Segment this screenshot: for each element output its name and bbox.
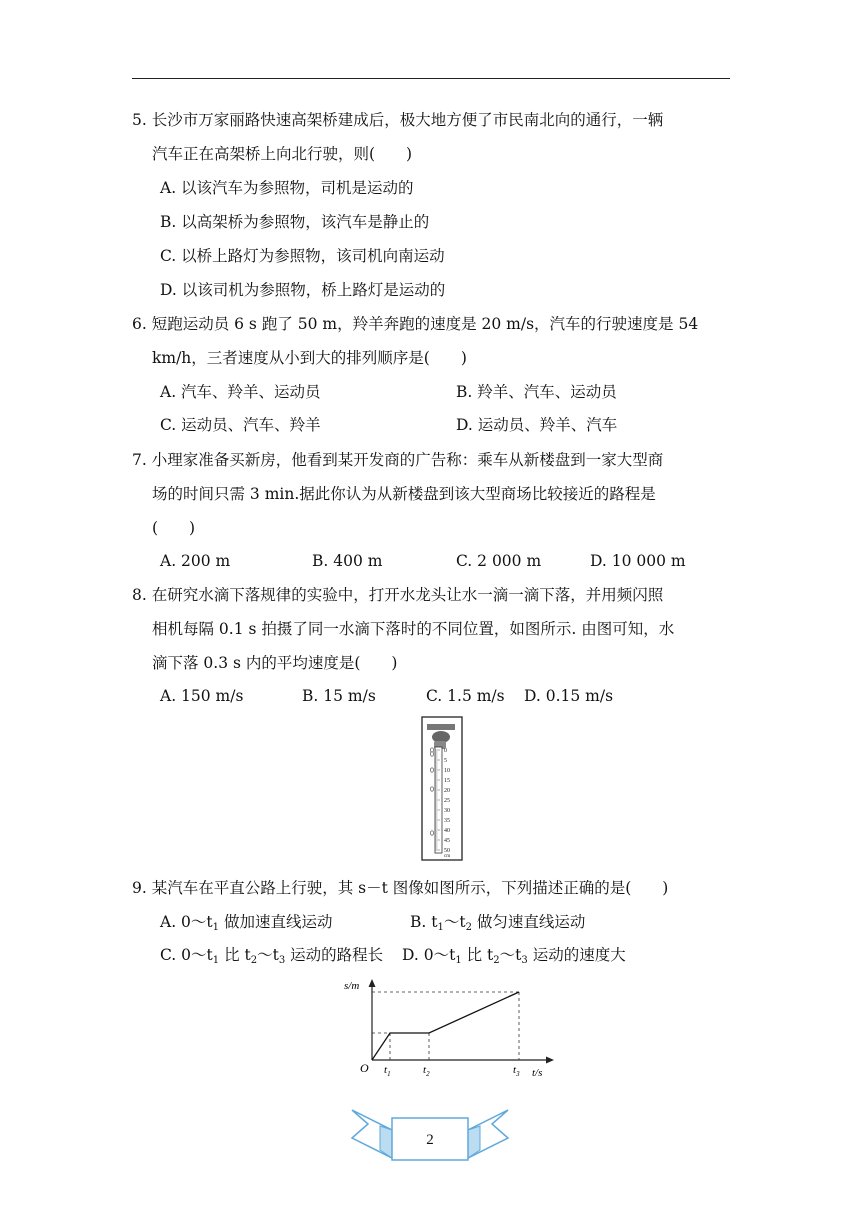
q9-option-b: B. $t_1\sim t_2$ 做匀速直线运动 [410,913,586,933]
q9-option-c: C. $0\sim t_1$ 比 $t_2\sim t_3$ 运动的路程长 [160,946,384,966]
q5-stem-line1: 5. 长沙市万家丽路快速高架桥建成后，极大地方便了市民南北向的通行，一辆 [132,111,664,129]
q8-stem-line3: 滴下落 0.3 s 内的平均速度是( ) [152,654,398,672]
ruler-tick-label: 5 [444,758,447,764]
q6-option-d: D. 运动员、羚羊、汽车 [456,416,618,434]
q7-stem-line1: 7. 小理家准备买新房，他看到某开发商的广告称：乘车从新楼盘到一家大型商 [132,451,664,469]
q8-option-a: A. 150 m/s [160,687,244,705]
water-drop-ruler-figure [418,716,466,862]
st-curve [372,992,519,1060]
q5-option-b: B. 以高架桥为参照物，该汽车是静止的 [160,213,430,231]
st-graph [338,972,558,1084]
water-drop [430,831,433,835]
st-t1-label: $t_1$ [384,1064,391,1078]
q9-option-d: D. $0\sim t_1$ 比 $t_2\sim t_3$ 运动的速度大 [402,946,626,966]
q6-option-b: B. 羚羊、汽车、运动员 [456,383,617,401]
ruler-tick-label: 0 [444,748,447,754]
q6-option-c: C. 运动员、汽车、羚羊 [160,416,321,434]
q9-stem: 9. 某汽车在平直公路上行驶，其 s－t 图像如图所示，下列描述正确的是( ) [132,879,669,897]
q7-option-a: A. 200 m [160,552,231,570]
q5-stem-line2: 汽车正在高架桥上向北行驶，则( ) [152,145,413,163]
q9-option-a: A. $0\sim t_1$ 做加速直线运动 [160,913,333,933]
ruler-tick-label: 30 [444,808,450,814]
ruler-tick-label: 35 [444,818,450,824]
header-rule [132,78,730,79]
q6-stem-line2: km/h，三者速度从小到大的排列顺序是( ) [152,349,467,367]
water-drop [430,768,433,772]
q7-option-c: C. 2 000 m [456,552,542,570]
st-origin: O [360,1061,369,1075]
water-drop [430,787,433,791]
page-number-ribbon [350,1104,510,1168]
ruler-tick-label: 15 [444,778,450,784]
water-drop [430,752,433,756]
ruler-tick-label: 10 [444,768,450,774]
q8-stem-line2: 相机每隔 0.1 s 拍摄了同一水滴下落时的不同位置，如图所示. 由图可知，水 [152,620,675,638]
s-axis-arrow [369,979,376,987]
q5-option-d: D. 以该司机为参照物，桥上路灯是运动的 [160,281,446,299]
ruler-tick-label: 40 [444,828,450,834]
q5-option-a: A. 以该汽车为参照物，司机是运动的 [160,179,414,197]
q8-option-c: C. 1.5 m/s [426,687,505,705]
faucet-pipe [427,724,455,730]
q7-stem-line3: ( ) [152,519,196,537]
page-number: 2 [426,1132,434,1148]
q8-option-b: B. 15 m/s [302,687,376,705]
ruler-tick-label: 50 [444,848,450,854]
st-t2-label: $t_2$ [423,1064,430,1078]
st-xlabel: t/s [532,1067,543,1079]
ruler-tick-label: 20 [444,788,450,794]
q7-option-d: D. 10 000 m [590,552,686,570]
ruler-tick-label: 45 [444,838,450,844]
ruler-tick-label: 25 [444,798,450,804]
st-ylabel: s/m [344,980,360,992]
q6-stem-line1: 6. 短跑运动员 6 s 跑了 50 m，羚羊奔跑的速度是 20 m/s，汽车的行驶速度是 54 [132,315,699,333]
q7-option-b: B. 400 m [312,552,383,570]
st-t3-label: $t_3$ [513,1064,520,1078]
q8-stem-line1: 8. 在研究水滴下落规律的实验中，打开水龙头让水一滴一滴下落，并用频闪照 [132,586,664,604]
q7-stem-line2: 场的时间只需 3 min.据此你认为从新楼盘到该大型商场比较接近的路程是 [152,485,656,503]
t-axis-arrow [546,1057,554,1064]
q8-option-d: D. 0.15 m/s [524,687,614,705]
ruler-unit: cm [444,854,451,859]
q6-option-a: A. 汽车、羚羊、运动员 [160,383,321,401]
q5-option-c: C. 以桥上路灯为参照物，该司机向南运动 [160,247,445,265]
